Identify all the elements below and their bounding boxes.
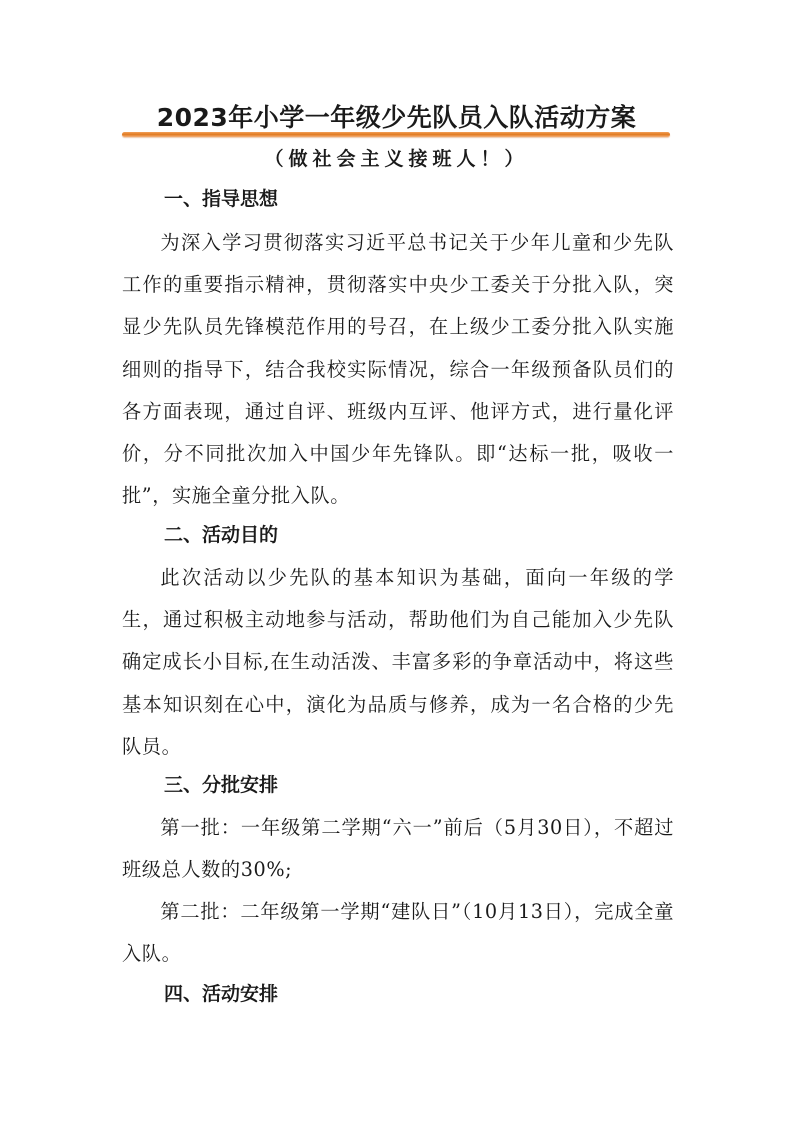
document-title: 2023年小学一年级少先队员入队活动方案	[156, 103, 637, 132]
section-body-goal: 此次活动以少先队的基本知识为基础，面向一年级的学生，通过积极主动地参与活动，帮助他们为自己能加入少先队确定成长小目标,在生动活泼、丰富多彩的争章活动中，将这些基本知识刻在心中，演化为品质与修养，成为一名合格的少先队员。	[122, 566, 674, 758]
section-heading-guide: 一、指导思想	[164, 188, 279, 210]
document-subtitle: （做社会主义接班人！）	[264, 148, 529, 170]
batch-first: 第一批：一年级第二学期“六一”前后（5月30日），不超过班级总人数的30%;	[122, 816, 674, 882]
batch-second: 第二批：二年级第一学期“建队日”（10月13日），完成全童入队。	[122, 900, 674, 966]
section-heading-activities: 四、活动安排	[164, 983, 279, 1005]
title-underline	[122, 132, 670, 137]
section-heading-batches: 三、分批安排	[164, 774, 279, 796]
section-body-guide: 为深入学习贯彻落实习近平总书记关于少年儿童和少先队工作的重要指示精神，贯彻落实中央少工委关于分批入队，突显少先队员先锋模范作用的号召，在上级少工委分批入队实施细则的指导下，结合我校实际情况，综合一年级预备队员们的各方面表现，通过自评、班级内互评、他评方式，进行量化评价，分不同批次加入中国少年先锋队。即“达标一批，吸收一批”，实施全童分批入队。	[122, 231, 674, 508]
section-heading-goal: 二、活动目的	[164, 524, 279, 546]
